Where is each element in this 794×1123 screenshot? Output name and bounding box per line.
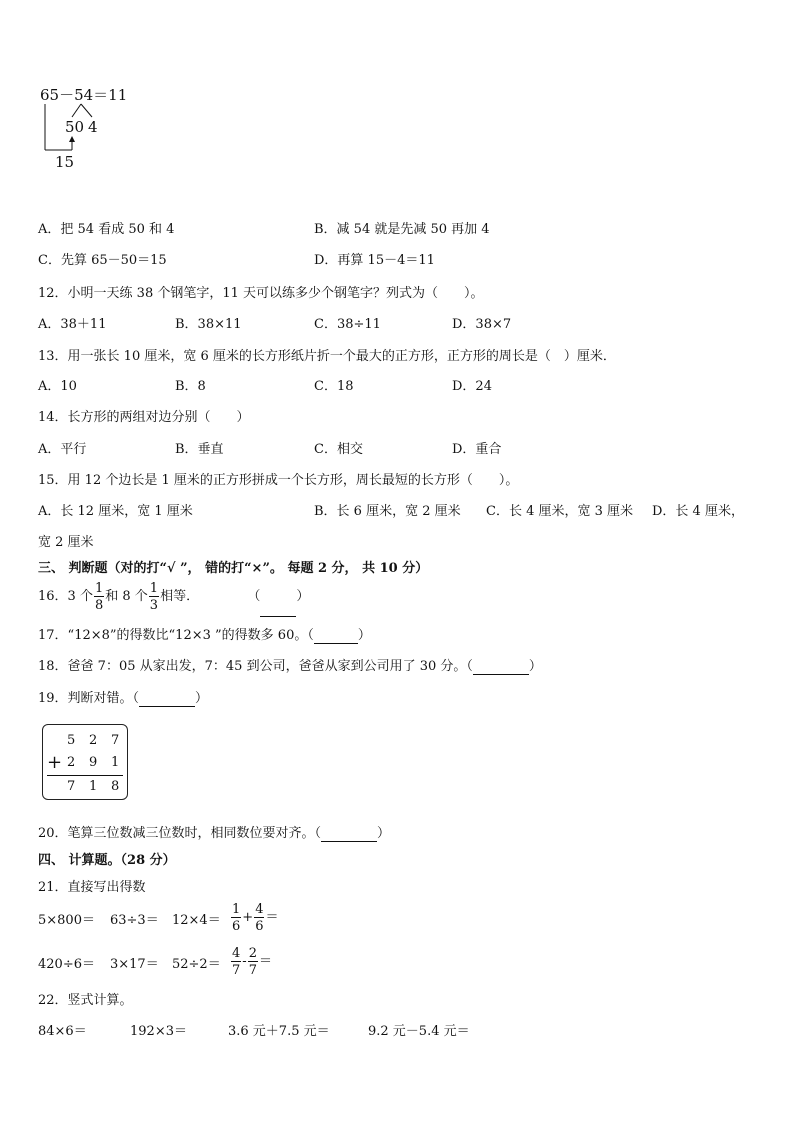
q11-option-b: B．减 54 就是先减 50 再加 4: [314, 222, 490, 237]
q20-answer-blank[interactable]: [321, 826, 377, 842]
diagram-lines: [36, 84, 136, 164]
q19-stem: 19．判断对错。（: [38, 691, 140, 706]
q18-stem: 18．爸爸 7：05 从家出发，7：45 到公司，爸爸从家到公司用了 30 分。（: [38, 659, 473, 674]
q16-answer-blank[interactable]: [260, 578, 296, 617]
q12-option-d: D．38×7: [452, 317, 512, 332]
q21-equals: ＝: [258, 954, 272, 969]
q17-answer-blank[interactable]: [314, 628, 358, 644]
q21-fraction-numerator: 4: [232, 945, 241, 961]
q17-paren-close: ）: [357, 628, 371, 643]
q15-option-d: D．长 4 厘米，: [652, 504, 744, 519]
q12-stem: 12．小明一天练 38 个钢笔字，11 天可以练多少个钢笔字？列式为（ ）。: [38, 286, 484, 301]
q21-fraction-expression-1: [230, 898, 278, 938]
q19-row1-digit: 2: [89, 733, 98, 748]
q16-middle: 和 8 个: [105, 589, 148, 604]
q14-option-c: C．相交: [314, 442, 363, 457]
q22-item: 9.2 元－5.4 元＝: [368, 1024, 470, 1039]
q18-paren-close: ）: [528, 659, 542, 674]
diagram-split-right: 4: [88, 118, 98, 136]
q13-option-c: C．18: [314, 379, 354, 394]
q21-fraction: [231, 947, 241, 977]
q12-option-c: C．38÷11: [314, 317, 381, 332]
q19-line: [38, 687, 208, 707]
q21-fraction-denominator: 7: [248, 962, 257, 978]
q19-answer-blank[interactable]: [139, 691, 195, 707]
section-4-title: 四、 计算题。（28 分）: [38, 853, 176, 868]
q15-option-a: A．长 12 厘米，宽 1 厘米: [38, 504, 193, 519]
q20-paren-close: ）: [377, 826, 391, 841]
q21-fraction: [231, 903, 241, 933]
q21-fraction-numerator: 1: [232, 901, 241, 917]
q21-fraction: [248, 947, 258, 977]
q22-item: 3.6 元＋7.5 元＝: [228, 1024, 330, 1039]
q19-sum-rule: [47, 775, 123, 776]
q13-option-a: A．10: [38, 379, 77, 394]
q20-line: [38, 822, 390, 842]
q16-fraction-2-denominator: 3: [149, 597, 159, 613]
q15-option-d-continued: 宽 2 厘米: [38, 535, 94, 550]
q21-item: 52÷2＝: [172, 957, 221, 972]
q19-plus-sign: +: [47, 752, 63, 773]
q19-row3-digit: 1: [89, 779, 98, 794]
q14-option-d: D．重合: [452, 442, 502, 457]
q15-stem: 15．用 12 个边长是 1 厘米的正方形拼成一个长方形，周长最短的长方形（ ）。: [38, 473, 519, 488]
q21-fraction-numerator: 4: [255, 901, 264, 917]
q21-item: 420÷6＝: [38, 957, 95, 972]
q14-option-b: B．垂直: [175, 442, 224, 457]
q22-stem: 22．竖式计算。: [38, 993, 133, 1008]
q11-option-c: C．先算 65－50＝15: [38, 253, 167, 268]
q16-suffix: 相等．: [160, 589, 200, 604]
q19-row1-digit: 5: [67, 733, 76, 748]
q11-option-d: D．再算 15－4＝11: [314, 253, 435, 268]
q16-fraction-2-numerator: 1: [149, 580, 159, 596]
q16-fraction-2: [149, 582, 159, 612]
q19-row2-digit: 1: [111, 755, 120, 770]
section-3-title: 三、 判断题（对的打“√ ”， 错的打“×”。 每题 2 分， 共 10 分）: [38, 561, 429, 576]
q17-line: [38, 624, 371, 644]
q21-fraction-numerator: 2: [248, 945, 257, 961]
diagram-partial: 15: [55, 153, 75, 171]
q16-paren-close: ）: [296, 589, 310, 604]
q19-row3-digit: 7: [67, 779, 76, 794]
q19-row2-digit: 2: [67, 755, 76, 770]
q22-item: 84×6＝: [38, 1024, 87, 1039]
q16-line: [38, 578, 309, 616]
diagram-equation: 65－54＝11: [40, 86, 128, 104]
q21-fraction: [254, 903, 264, 933]
q16-fraction-1-numerator: 1: [94, 580, 104, 596]
q13-option-b: B．8: [175, 379, 206, 394]
q13-option-d: D．24: [452, 379, 492, 394]
q19-row3-digit: 8: [111, 779, 120, 794]
q21-item: 5×800＝: [38, 913, 95, 928]
q18-answer-blank[interactable]: [473, 659, 529, 675]
q15-option-c: C．长 4 厘米，宽 3 厘米: [486, 504, 634, 519]
q21-stem: 21．直接写出得数: [38, 880, 146, 895]
q12-option-b: B．38×11: [175, 317, 242, 332]
q12-option-a: A．38＋11: [38, 317, 107, 332]
q21-fraction-denominator: 7: [232, 962, 241, 978]
q18-line: [38, 655, 542, 675]
q19-row1-digit: 7: [111, 733, 120, 748]
q21-item: 12×4＝: [172, 913, 221, 928]
q20-stem: 20．笔算三位数减三位数时，相同数位要对齐。（: [38, 826, 322, 841]
q21-equals: ＝: [265, 910, 279, 925]
diagram-split-left: 50: [65, 118, 85, 136]
q19-row2-digit: 9: [89, 755, 98, 770]
q21-item: 3×17＝: [110, 957, 159, 972]
q21-fraction-denominator: 6: [232, 918, 241, 934]
q14-option-a: A．平行: [38, 442, 87, 457]
q21-fraction-expression-2: [230, 942, 272, 982]
q22-item: 192×3＝: [130, 1024, 187, 1039]
q14-stem: 14．长方形的两组对边分别（ ）: [38, 410, 250, 425]
q21-operator: +: [242, 910, 254, 925]
q11-option-a: A．把 54 看成 50 和 4: [38, 222, 175, 237]
q17-stem: 17．“12×8”的得数比“12×3 ”的得数多 60。（: [38, 628, 314, 643]
q19-addition-box: [42, 724, 128, 800]
q16-fraction-1: [94, 582, 104, 612]
q16-prefix: 16．3 个: [38, 589, 93, 604]
q19-paren-close: ）: [195, 691, 209, 706]
q13-stem: 13．用一张长 10 厘米，宽 6 厘米的长方形纸片折一个最大的正方形，正方形的周长是（ ）厘米．: [38, 349, 616, 364]
q15-option-b: B．长 6 厘米，宽 2 厘米: [314, 504, 461, 519]
q21-item: 63÷3＝: [110, 913, 159, 928]
q21-operator: -: [242, 954, 247, 969]
q16-paren-open: （: [247, 589, 261, 604]
q21-fraction-denominator: 6: [255, 918, 264, 934]
q16-fraction-1-denominator: 8: [94, 597, 104, 613]
